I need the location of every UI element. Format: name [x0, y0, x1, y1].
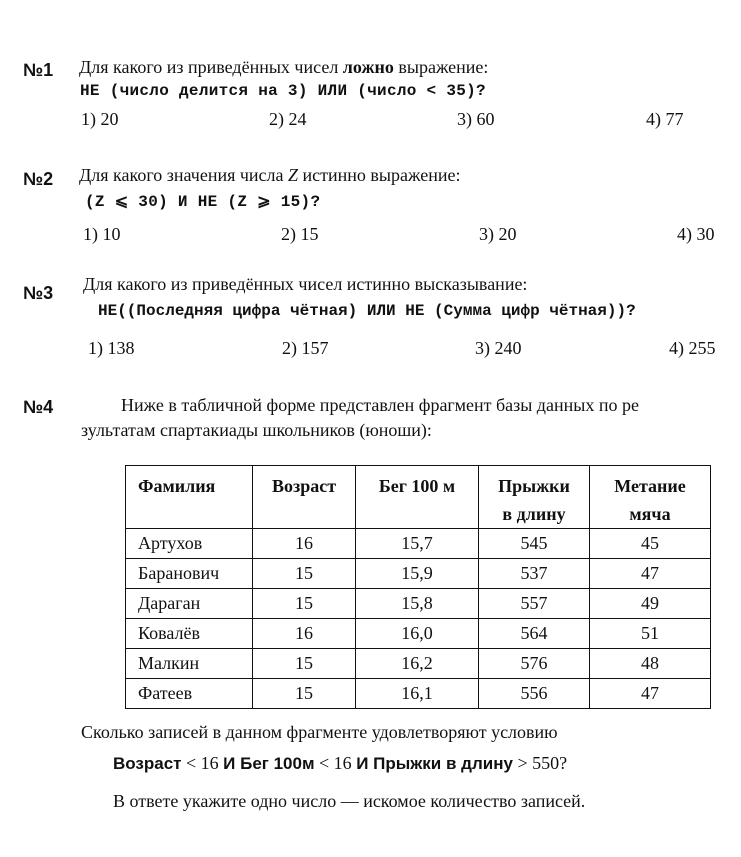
q1-expression: НЕ (число делится на 3) ИЛИ (число < 35)? [80, 82, 486, 100]
cell-throw: 49 [590, 589, 711, 619]
q4-intro-line2: зультатам спартакиады школьников (юноши): [81, 420, 432, 440]
cell-throw: 45 [590, 529, 711, 559]
table-header-row [126, 466, 711, 529]
cell-run: 15,8 [356, 589, 479, 619]
table-row [126, 619, 711, 649]
header-run-100m: Бег 100 м [356, 466, 479, 529]
cell-age: 15 [253, 649, 356, 679]
q2-option-3: 3) 20 [479, 224, 517, 244]
cell-age: 16 [253, 619, 356, 649]
q4-question: Сколько записей в данном фрагменте удовлетворяют условию [81, 722, 558, 742]
q1-option-1: 1) 20 [81, 109, 119, 129]
q3-option-1: 1) 138 [88, 338, 135, 358]
q3-option-4: 4) 255 [669, 338, 716, 358]
q4-number: №4 [23, 397, 54, 417]
table-row [126, 679, 711, 709]
cell-surname: Баранович [126, 559, 253, 589]
cell-surname: Артухов [126, 529, 253, 559]
q3-option-3: 3) 240 [475, 338, 522, 358]
cell-run: 16,2 [356, 649, 479, 679]
cell-jump: 556 [479, 679, 590, 709]
cond-jump: Прыжки в длину [368, 754, 513, 773]
cell-throw: 47 [590, 559, 711, 589]
q2-text-a: Для какого значения числа [79, 165, 289, 185]
q2-text [79, 165, 460, 186]
q1-text-a: Для какого из приведённых чисел [79, 57, 343, 77]
results-table [125, 465, 711, 709]
cell-age: 15 [253, 559, 356, 589]
q1-option-3: 3) 60 [457, 109, 495, 129]
cell-run: 16,0 [356, 619, 479, 649]
cell-jump: 564 [479, 619, 590, 649]
table-row [126, 559, 711, 589]
table-row [126, 529, 711, 559]
q2-text-b: истинно выражение: [298, 165, 461, 185]
q2-number: №2 [23, 169, 54, 189]
q1-text [79, 57, 488, 78]
q4-answer-note: В ответе укажите одно число — искомое количество записей. [113, 791, 586, 811]
cell-jump: 557 [479, 589, 590, 619]
cell-surname: Малкин [126, 649, 253, 679]
q3-expression: НЕ((Последняя цифра чётная) ИЛИ НЕ (Сумма цифр чётная))? [98, 302, 636, 320]
cell-jump: 576 [479, 649, 590, 679]
q1-text-bold: ложно [342, 57, 394, 77]
q1-number: №1 [23, 60, 54, 80]
cell-jump: 537 [479, 559, 590, 589]
header-age: Возраст [253, 466, 356, 529]
cell-run: 16,1 [356, 679, 479, 709]
q2-option-4: 4) 30 [677, 224, 715, 244]
cell-throw: 51 [590, 619, 711, 649]
table-row [126, 589, 711, 619]
q1-text-b: выражение: [393, 57, 489, 77]
cell-throw: 47 [590, 679, 711, 709]
cell-run: 15,9 [356, 559, 479, 589]
q2-text-var: Z [288, 165, 299, 185]
cell-age: 15 [253, 679, 356, 709]
cond-run: Бег 100м [235, 754, 315, 773]
header-long-jump: Прыжки в длину [479, 466, 590, 529]
q4-condition [113, 753, 567, 774]
cell-surname: Дараган [126, 589, 253, 619]
q3-text: Для какого из приведённых чисел истинно высказывание: [83, 274, 528, 294]
cell-throw: 48 [590, 649, 711, 679]
q4-intro-line1: Ниже в табличной форме представлен фрагмент базы данных по ре [121, 395, 639, 415]
table-row [126, 649, 711, 679]
cond-lt-1: < 16 [181, 753, 224, 773]
q3-option-2: 2) 157 [282, 338, 329, 358]
header-ball-throw: Метание мяча [590, 466, 711, 529]
cond-age: Возраст [113, 754, 182, 773]
cond-and-1: И [223, 754, 236, 773]
cond-lt-2: < 16 [314, 753, 357, 773]
cell-surname: Ковалёв [126, 619, 253, 649]
header-surname: Фамилия [126, 466, 253, 529]
cell-age: 16 [253, 529, 356, 559]
cell-jump: 545 [479, 529, 590, 559]
cell-surname: Фатеев [126, 679, 253, 709]
cell-run: 15,7 [356, 529, 479, 559]
q2-option-1: 1) 10 [83, 224, 121, 244]
q2-option-2: 2) 15 [281, 224, 319, 244]
q3-number: №3 [23, 283, 54, 303]
q2-expression: (Z ⩽ 30) И НЕ (Z ⩾ 15)? [85, 193, 321, 211]
cell-age: 15 [253, 589, 356, 619]
cond-gt: > 550? [512, 753, 568, 773]
q1-option-2: 2) 24 [269, 109, 307, 129]
q1-option-4: 4) 77 [646, 109, 684, 129]
cond-and-2: И [356, 754, 369, 773]
